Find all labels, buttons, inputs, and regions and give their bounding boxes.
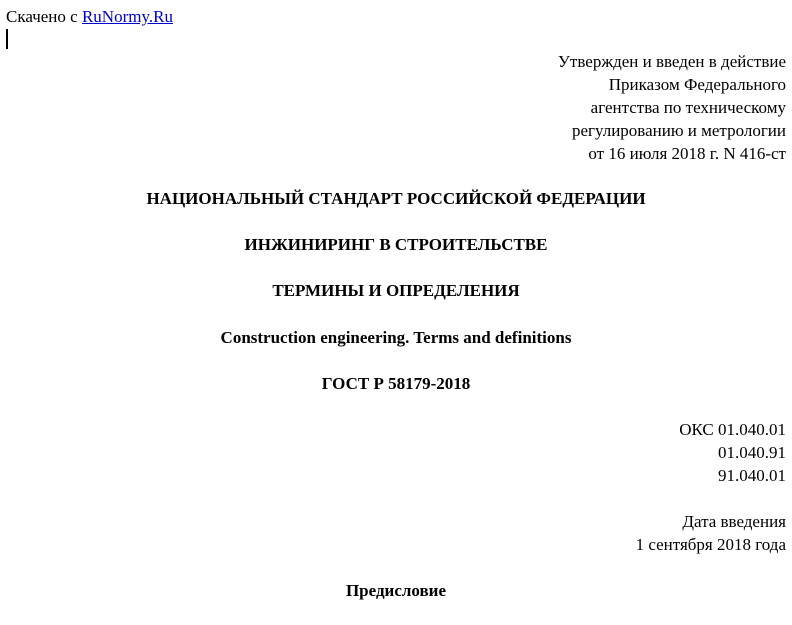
approval-block xyxy=(558,50,786,165)
intro-date-block xyxy=(636,510,786,556)
preface-title: Предисловие xyxy=(345,581,447,600)
oks-line: 91.040.01 xyxy=(718,466,786,485)
gost-number xyxy=(0,372,792,395)
approval-line: от 16 июля 2018 г. N 416-ст xyxy=(588,144,786,163)
preface-heading xyxy=(0,579,792,602)
document-subject xyxy=(0,233,792,256)
oks-block xyxy=(679,418,786,487)
approval-line: Приказом Федерального xyxy=(608,75,786,94)
approval-line: агентства по техническому xyxy=(590,98,786,117)
standard-title-text: НАЦИОНАЛЬНЫЙ СТАНДАРТ РОССИЙСКОЙ ФЕДЕРАЦИИ xyxy=(146,189,646,208)
gost-number-text: ГОСТ Р 58179-2018 xyxy=(321,374,471,393)
oks-line: 01.040.91 xyxy=(718,443,786,462)
standard-title xyxy=(0,187,792,210)
english-title xyxy=(0,326,792,349)
approval-line: Утвержден и введен в действие xyxy=(557,52,786,71)
approval-line: регулированию и метрологии xyxy=(571,121,786,140)
source-line xyxy=(6,5,173,28)
source-link[interactable]: RuNormy.Ru xyxy=(81,7,173,26)
document-terms-heading xyxy=(0,279,792,302)
intro-date-label: Дата введения xyxy=(682,512,786,531)
document-terms-text: ТЕРМИНЫ И ОПРЕДЕЛЕНИЯ xyxy=(272,281,520,300)
intro-date-value: 1 сентября 2018 года xyxy=(635,535,786,554)
oks-line: ОКС 01.040.01 xyxy=(679,420,786,439)
source-prefix: Скачено с xyxy=(6,7,82,26)
text-cursor xyxy=(6,29,8,49)
document-subject-text: ИНЖИНИРИНГ В СТРОИТЕЛЬСТВЕ xyxy=(244,235,548,254)
english-title-text: Construction engineering. Terms and definitions xyxy=(220,328,572,347)
